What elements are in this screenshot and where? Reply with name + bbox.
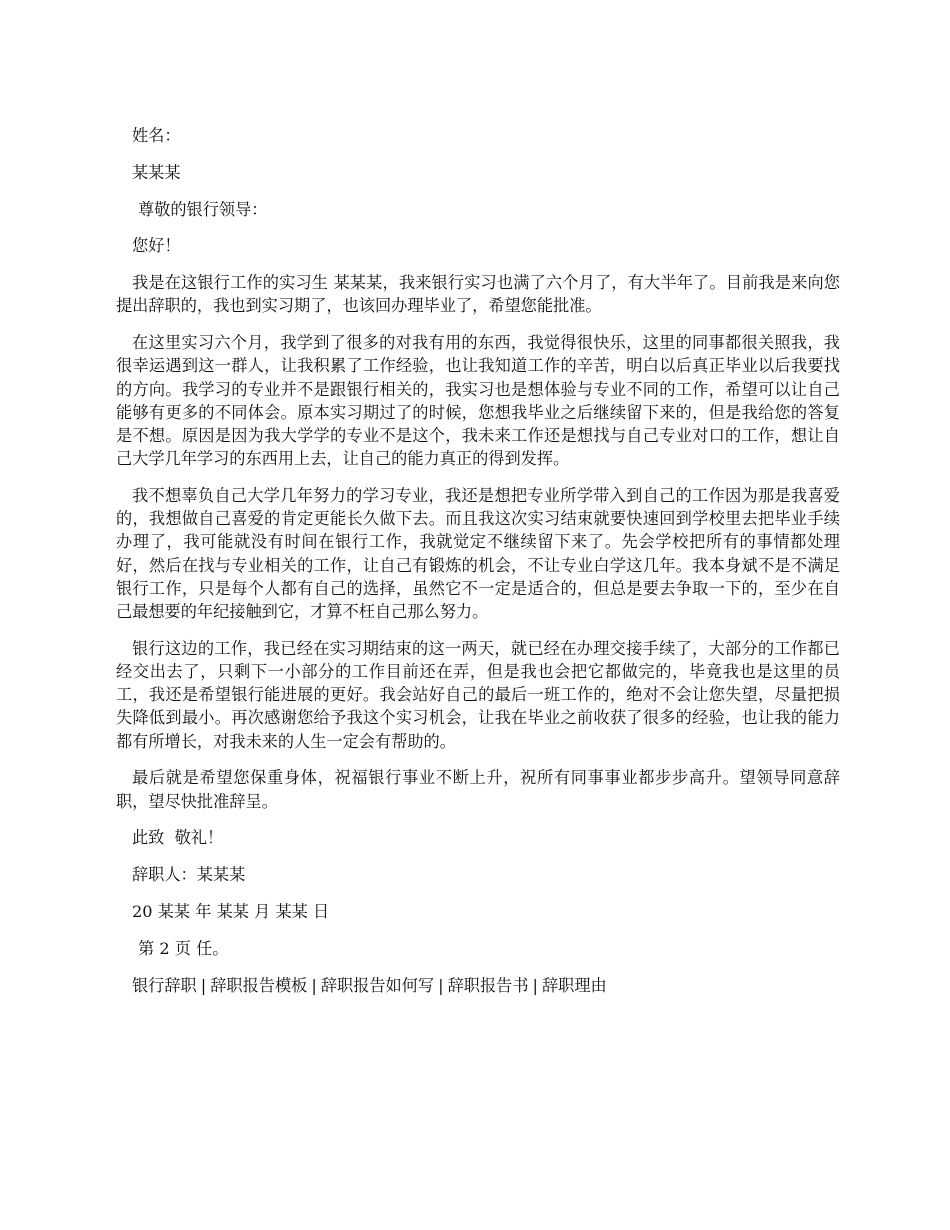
tag-list — [116, 974, 840, 997]
page-note: 第 2 页 任。 — [138, 938, 229, 958]
tag-separator: | — [532, 975, 538, 995]
tag-link[interactable]: 辞职报告模板 — [210, 975, 308, 995]
tag-link[interactable]: 辞职报告书 — [447, 975, 529, 995]
name-value: 某某某 — [132, 162, 181, 182]
tag-link[interactable]: 辞职理由 — [542, 975, 607, 995]
signature: 辞职人：某某某 — [132, 865, 246, 885]
body-paragraph-4: 银行这边的工作，我已经在实习期结束的这一两天，就已经在办理交接手续了，大部分的工作都已经交出去了，只剩下一小部分的工作目前还在弄，但是我也会把它都做完的，毕竟我也是这里的员工，我还是希望银行能进展的更好。我会站好自己的最后一班工作的，绝对不会让您失望，尽量把损失降低到最小。再次感谢您给予我这个实习机会，让我在毕业之前收获了很多的经验，也让我的能力都有所增长，对我未来的人生一定会有帮助的。 — [116, 638, 840, 751]
body-paragraph-3: 我不想辜负自己大学几年努力的学习专业，我还是想把专业所学带入到自己的工作因为那是我喜爱的，我想做自己喜爱的肯定更能长久做下去。而且我这次实习结束就要快速回到学校里去把毕业手续办理了，我可能就没有时间在银行工作，我就觉定不继续留下来了。先会学校把所有的事情都处理好，然后在找与专业相关的工作，让自己有锻炼的机会，不让专业白学这几年。我本身斌不是不满足银行工作，只是每个人都有自己的选择，虽然它不一定是适合的，但总是要去争取一下的，至少在自己最想要的年纪接触到它，才算不枉自己那么努力。 — [116, 486, 840, 622]
body-paragraph-5: 最后就是希望您保重身体，祝福银行事业不断上升，祝所有同事事业都步步高升。望领导同意辞职，望尽快批准辞呈。 — [116, 768, 840, 811]
closing: 此致 敬礼！ — [132, 828, 224, 848]
tag-separator: | — [438, 975, 444, 995]
greeting: 您好！ — [132, 236, 181, 256]
tag-link[interactable]: 辞职报告如何写 — [320, 975, 435, 995]
document-page — [116, 124, 840, 1010]
tag-separator: | — [311, 975, 317, 995]
body-paragraph-1: 我是在这银行工作的实习生 某某某，我来银行实习也满了六个月了，有大半年了。目前我是来向您提出辞职的，我也到实习期了，也该回办理毕业了，希望您能批准。 — [116, 273, 840, 316]
tag-separator: | — [200, 975, 207, 995]
body-paragraph-2: 在这里实习六个月，我学到了很多的对我有用的东西，我觉得很快乐，这里的同事都很关照我，我很幸运遇到这一群人，让我积累了工作经验，也让我知道工作的辛苦，明白以后真正毕业以后我要找的方向。我学习的专业并不是跟银行相关的，我实习也是想体验与专业不同的工作，希望可以让自己能够有更多的不同体会。原本实习期过了的时候，您想我毕业之后继续留下来的，但是我给您的答复是不想。原因是因为我大学学的专业不是这个，我未来工作还是想找与自己专业对口的工作，想让自己大学几年学习的东西用上去，让自己的能力真正的得到发挥。 — [116, 333, 840, 469]
tag-link[interactable]: 银行辞职 — [132, 975, 197, 995]
name-label: 姓名： — [132, 126, 181, 145]
salutation: 尊敬的银行领导： — [138, 199, 268, 219]
date: 20 某某 年 某某 月 某某 日 — [132, 902, 330, 922]
